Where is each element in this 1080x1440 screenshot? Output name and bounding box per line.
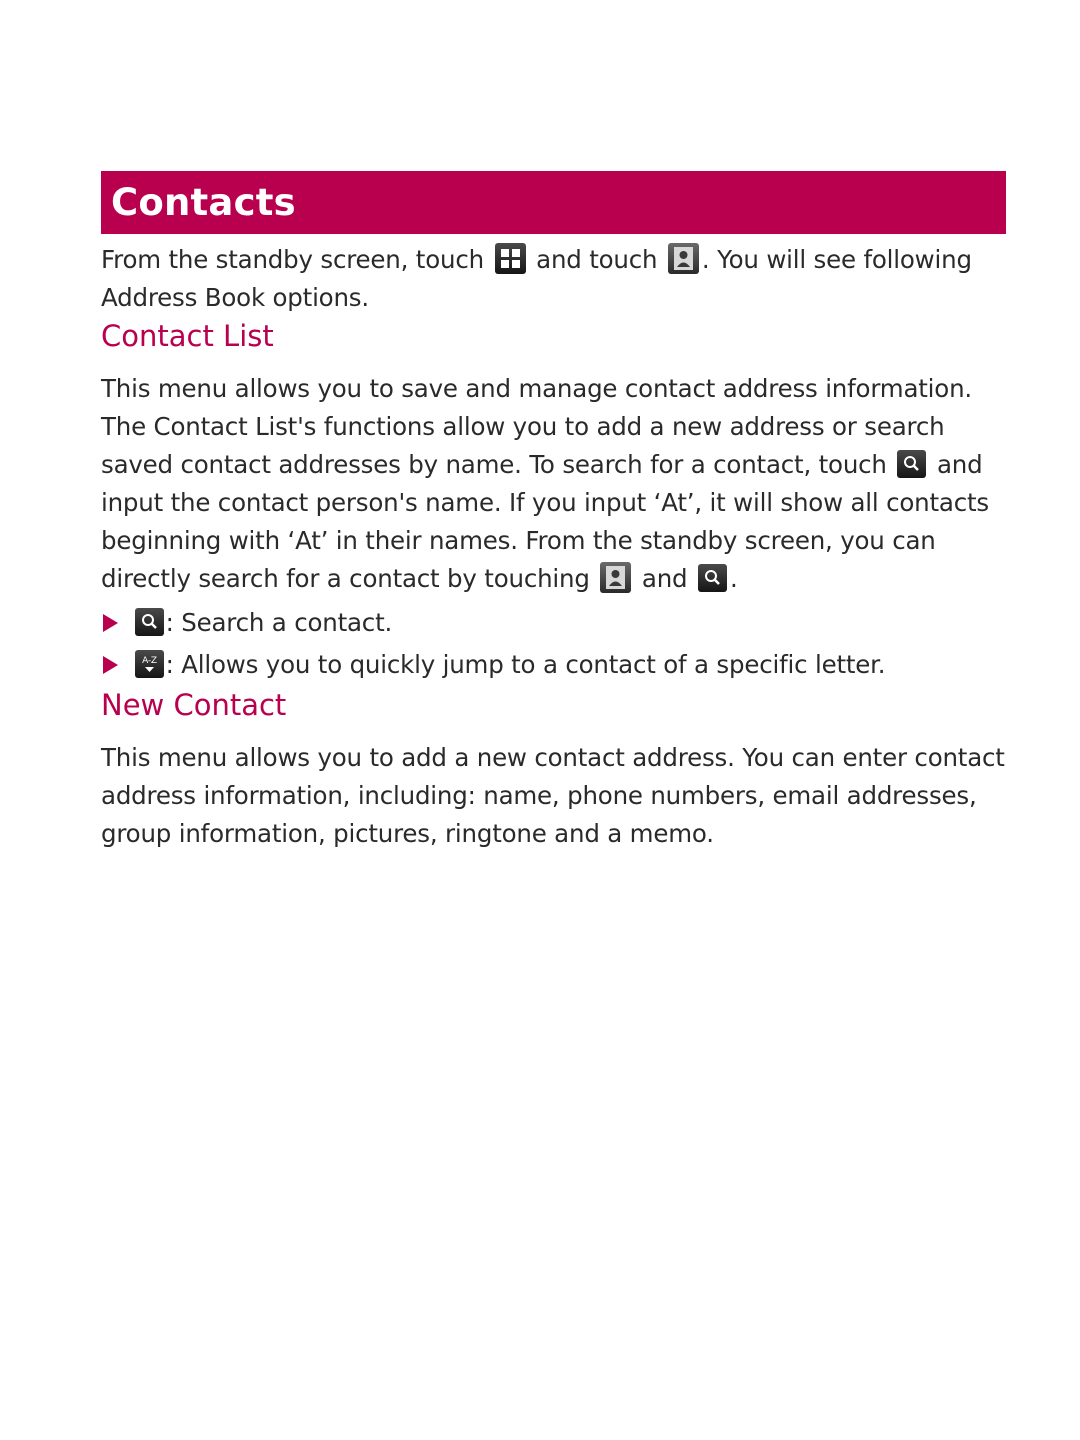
contact-list-heading: Contact List xyxy=(101,319,274,353)
contact-list-paragraph xyxy=(101,370,1006,598)
list-item xyxy=(101,602,1006,644)
contact-list-text-4: . xyxy=(729,564,738,593)
page-title: Contacts xyxy=(111,181,296,224)
contacts-icon xyxy=(600,562,631,593)
bullet-text: : Allows you to quickly jump to a contact of a specific letter. xyxy=(165,650,886,679)
search-icon xyxy=(135,608,164,636)
intro-text-1: From the standby screen, touch xyxy=(101,245,484,274)
search-icon xyxy=(698,564,727,592)
contact-list-text-1: This menu allows you to save and manage contact address information. The Contact List's functions allow you to add a new address or search saved contact addresses by name. To search for a contact, touch xyxy=(101,374,972,479)
new-contact-heading: New Contact xyxy=(101,688,287,722)
contact-list-text-2: and input the contact person's name. If you input ‘At’, it will show all contacts beginning with ‘At’ in their names. From the standby screen, you can directly search for a contact by touching xyxy=(101,450,989,593)
intro-text-2: and touch xyxy=(536,245,658,274)
title-bar xyxy=(101,171,1006,234)
list-item xyxy=(101,644,1006,686)
apps-grid-icon xyxy=(495,243,526,274)
search-icon xyxy=(897,450,926,478)
bullet-text: : Search a contact. xyxy=(165,608,393,637)
new-contact-paragraph: This menu allows you to add a new contact address. You can enter contact address information, including: name, phone numbers, email addresses, group information, pictures, ringtone and a memo. xyxy=(101,743,1005,848)
page xyxy=(101,171,1006,853)
svg-text:A-Z: A-Z xyxy=(141,656,157,666)
contacts-icon xyxy=(668,243,699,274)
contact-list-text-3: and xyxy=(641,564,688,593)
contact-list-bullets xyxy=(101,602,1006,686)
bullet-arrow-icon xyxy=(103,614,118,632)
bullet-arrow-icon xyxy=(103,656,118,674)
intro-text-3: . You will see following Address Book options. xyxy=(101,245,972,312)
intro-paragraph xyxy=(101,241,1006,317)
a-z-icon xyxy=(135,650,164,678)
